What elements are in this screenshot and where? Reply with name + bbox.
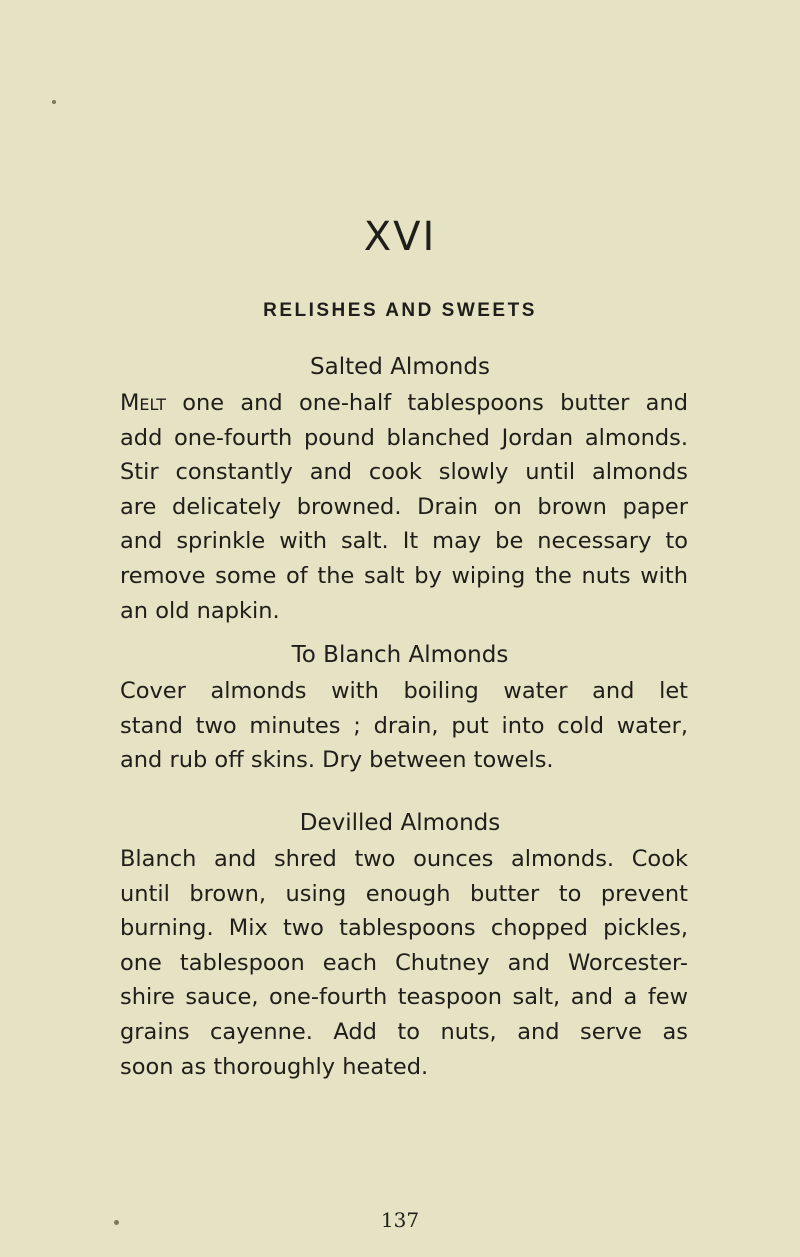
body-line: and rub off skins. Dry between towels. [120,747,554,774]
section-body-salted-almonds [120,386,688,628]
chapter-title: RELISHES AND SWEETS [263,300,537,321]
body-line: shire sauce, one-fourth teaspoon salt, and a few [120,984,688,1011]
body-line: an old napkin. [120,597,280,624]
body-line: remove some of the salt by wiping the nuts with [120,562,688,589]
section-body-to-blanch-almonds [120,674,688,778]
body-line: Melt one and one-half tablespoons butter and [120,390,688,416]
body-line: one tablespoon each Chutney and Worcester- [120,949,688,976]
body-line: until brown, using enough butter to prevent [120,880,688,907]
body-line: Blanch and shred two ounces almonds. Cook [120,846,688,872]
section-heading-salted-almonds: Salted Almonds [310,354,490,380]
body-line: grains cayenne. Add to nuts, and serve as [120,1018,688,1045]
body-line: add one-fourth pound blanched Jordan almonds. [120,424,688,451]
body-line: are delicately browned. Drain on brown paper [120,493,688,520]
page-number: 137 [380,1208,420,1232]
body-line: stand two minutes ; drain, put into cold water, [120,712,688,739]
body-line: Cover almonds with boiling water and let [120,678,688,704]
body-line: Stir constantly and cook slowly until almonds [120,459,688,486]
body-line: and sprinkle with salt. It may be necessary to [120,528,688,555]
body-line: soon as thoroughly heated. [120,1053,429,1080]
chapter-number: XVI [363,214,437,260]
section-heading-to-blanch-almonds: To Blanch Almonds [291,642,509,668]
section-heading-devilled-almonds: Devilled Almonds [299,810,501,836]
section-body-devilled-almonds [120,842,688,1084]
drop-word: Melt [120,390,167,416]
body-line: burning. Mix two tablespoons chopped pickles, [120,915,688,942]
paper-speck [52,100,56,104]
paper-speck [114,1220,119,1225]
